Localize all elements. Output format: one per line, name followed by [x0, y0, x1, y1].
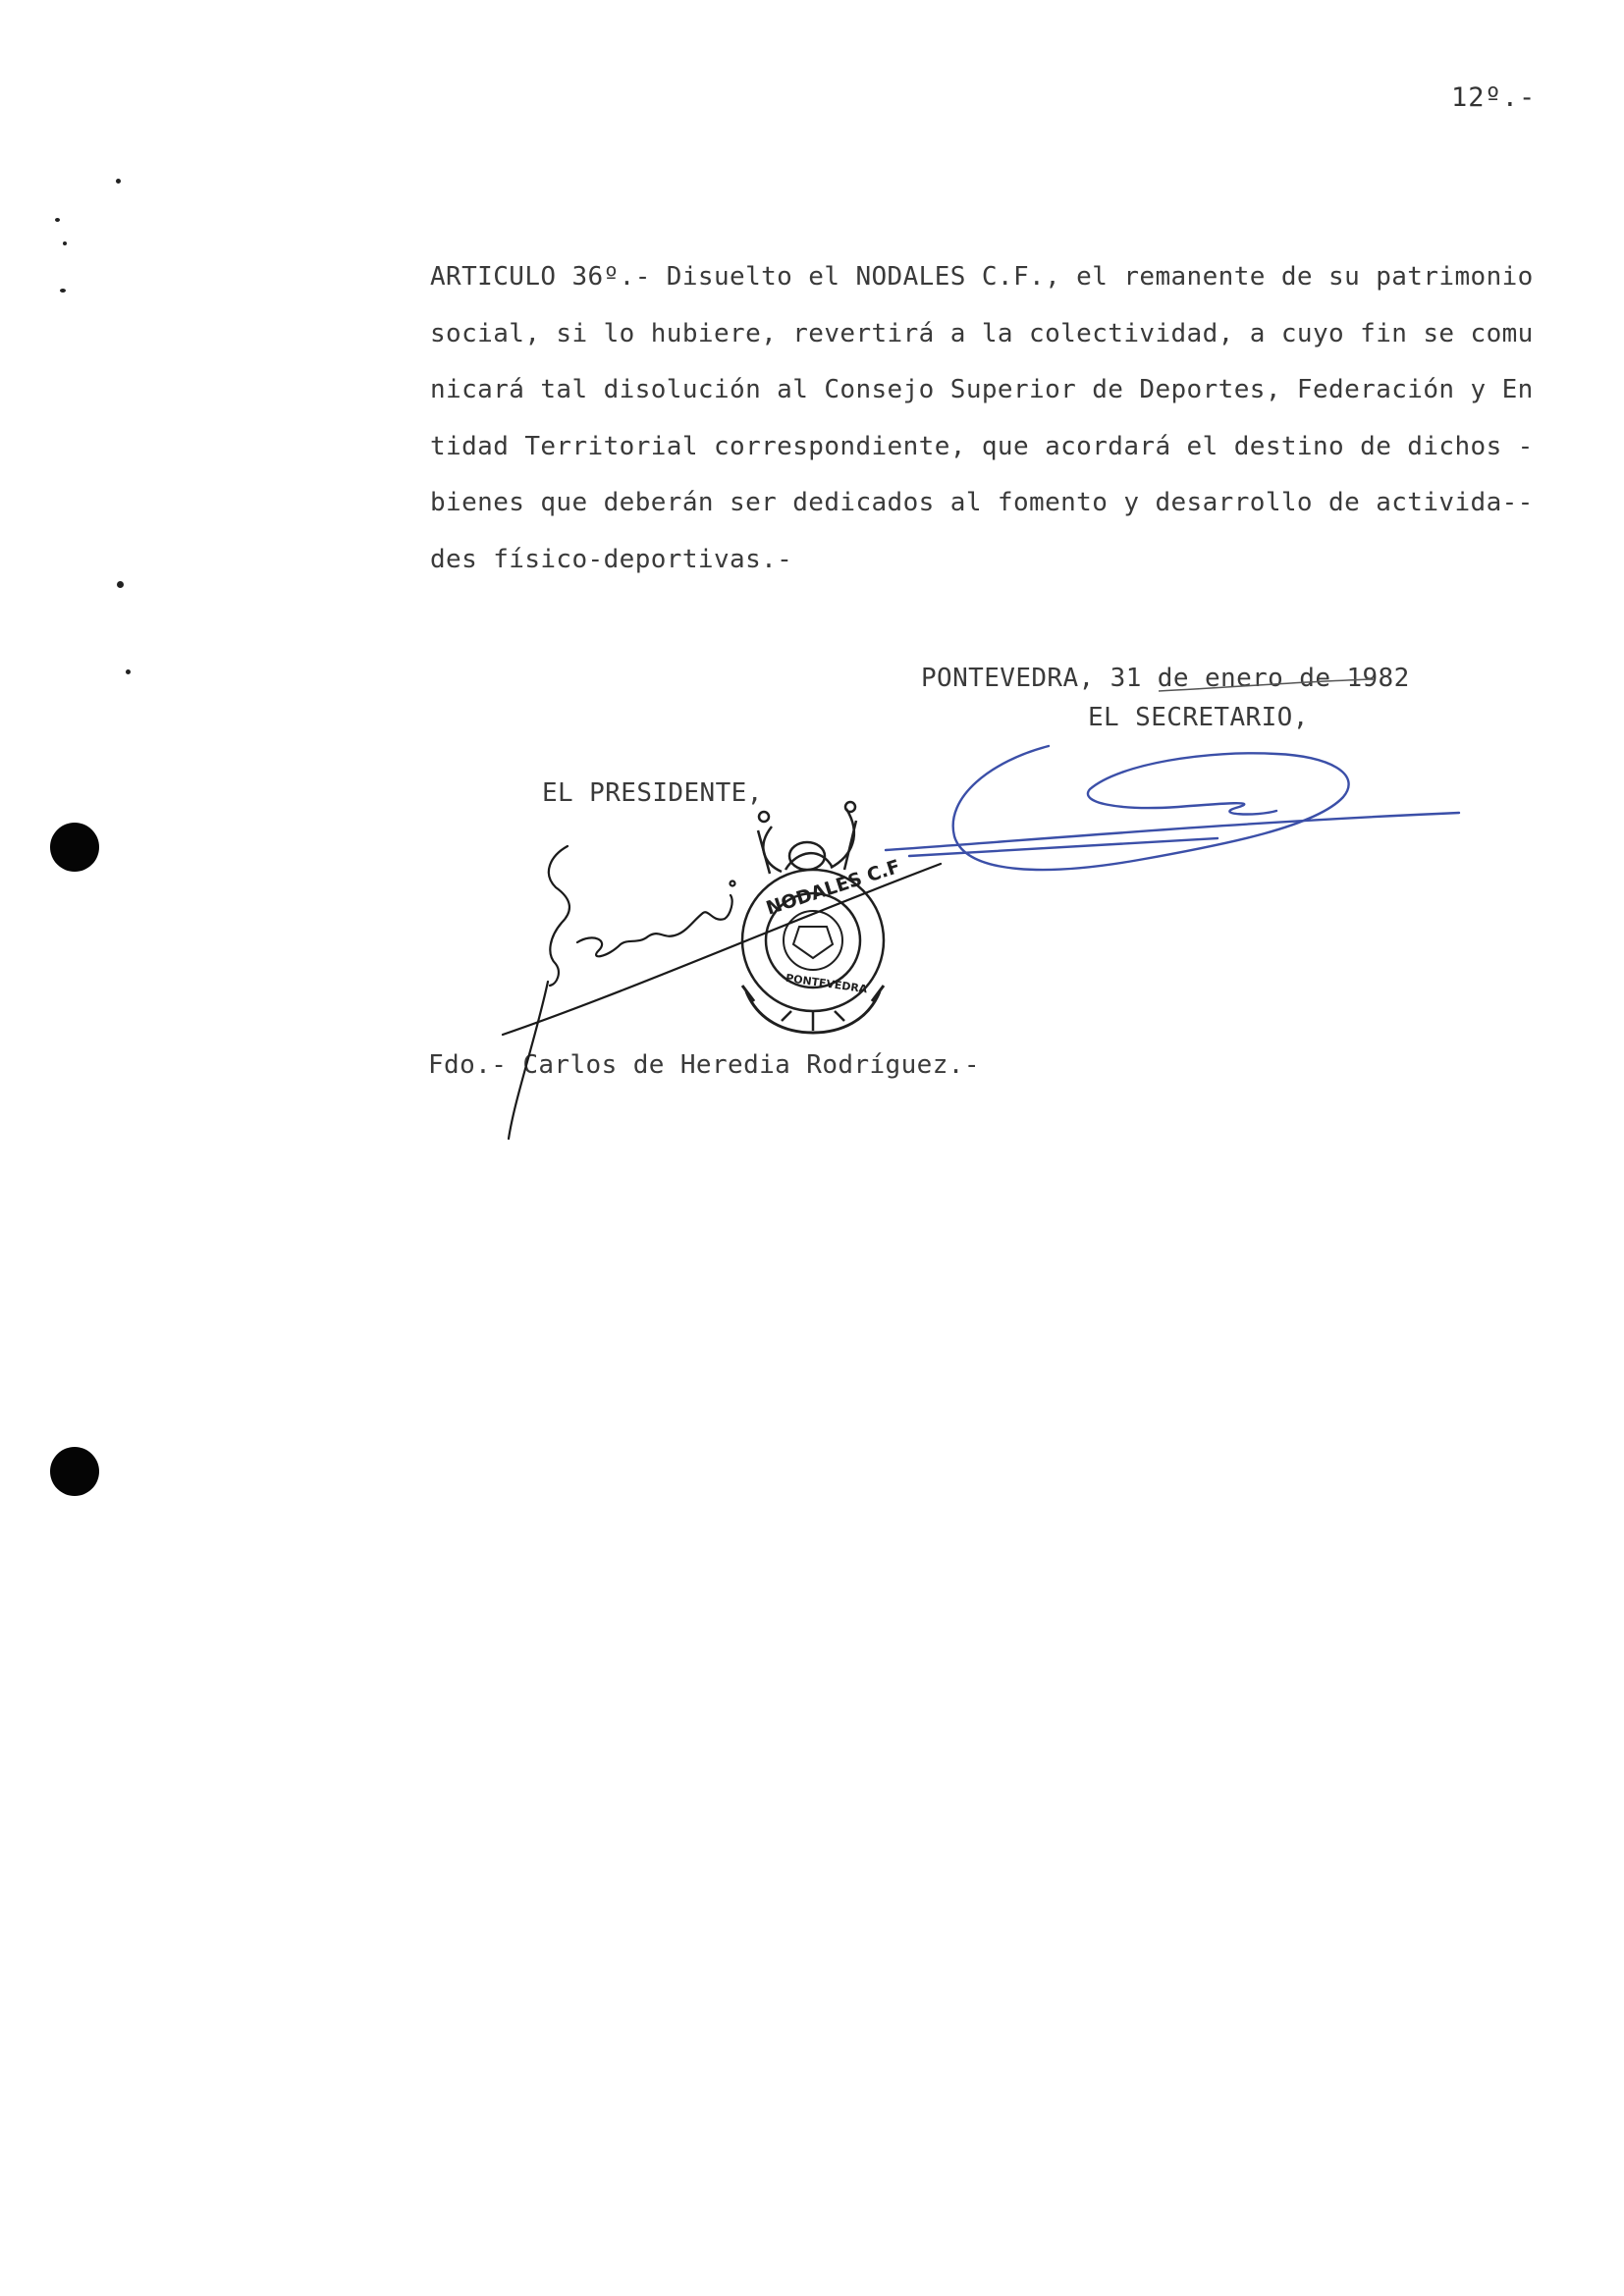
article-line: ARTICULO 36º.- Disuelto el NODALES C.F., el remanente de su patrimonio	[430, 262, 1534, 292]
svg-text:PONTEVEDRA: PONTEVEDRA	[785, 971, 869, 996]
page-number: 12º.-	[1451, 82, 1537, 113]
article-line: bienes que deberán ser dedicados al fomento y desarrollo de activida--	[430, 488, 1534, 517]
svg-text:NODALES C.F: NODALES C.F	[763, 855, 903, 920]
article-line: nicará tal disolución al Consejo Superior de Deportes, Federación y En	[430, 375, 1534, 404]
article-line: tidad Territorial correspondiente, que acordará el destino de dichos -	[430, 431, 1534, 461]
article-line: des físico-deportivas.-	[430, 544, 793, 574]
article-line: social, si lo hubiere, revertirá a la colectividad, a cuyo fin se comu	[430, 318, 1534, 348]
signed-by-line: Fdo.- Carlos de Heredia Rodríguez.-	[428, 1050, 980, 1080]
president-label: EL PRESIDENTE,	[542, 778, 763, 808]
secretary-label: EL SECRETARIO,	[1088, 703, 1309, 732]
place-date: PONTEVEDRA, 31 de enero de 1982	[921, 664, 1410, 693]
